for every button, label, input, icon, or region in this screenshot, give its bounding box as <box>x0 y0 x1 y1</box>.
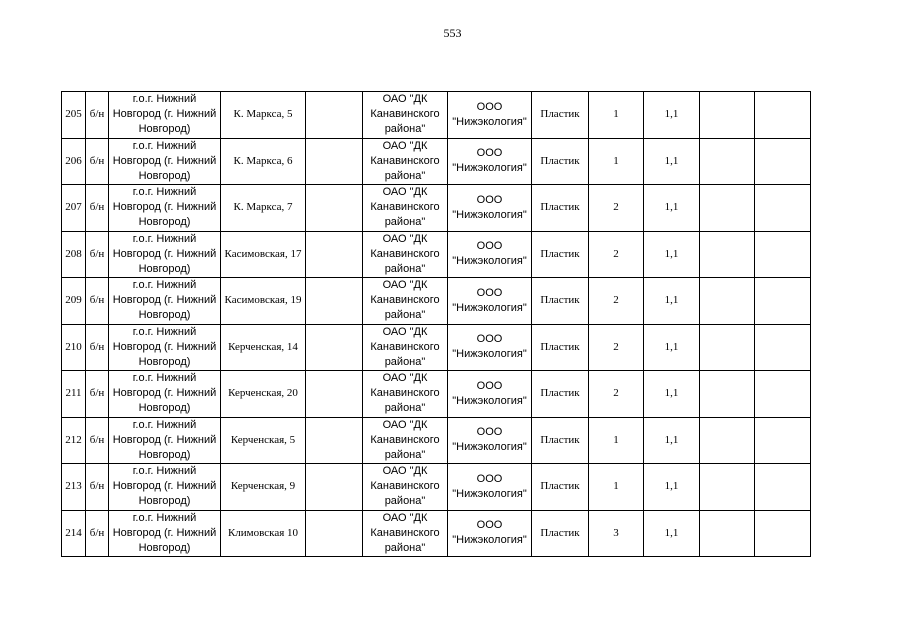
operator-cell <box>448 324 532 371</box>
material-cell-text: Пластик <box>540 387 580 400</box>
table-row <box>62 510 811 557</box>
address-cell <box>221 231 306 278</box>
municipality-cell <box>109 371 221 418</box>
material-cell <box>532 510 589 557</box>
container-volume-cell-text: 1,1 <box>664 526 679 539</box>
container-count-cell <box>589 138 644 185</box>
row-number-cell <box>62 231 86 278</box>
registration-number-cell-text: б/н <box>89 247 105 260</box>
owner-cell <box>363 371 448 418</box>
row-number-cell-text: 206 <box>65 154 82 167</box>
registration-number-cell <box>86 371 109 418</box>
container-volume-cell-text: 1,1 <box>664 154 679 167</box>
operator-cell-text: ООО "Нижэкология" <box>452 100 527 128</box>
coordinates-cell <box>306 417 363 464</box>
container-volume-cell-text: 1,1 <box>664 480 679 493</box>
operator-cell <box>448 371 532 418</box>
table-row <box>62 92 811 139</box>
operator-cell-text: ООО "Нижэкология" <box>452 379 527 407</box>
row-number-cell-text: 208 <box>65 247 82 260</box>
operator-cell <box>448 92 532 139</box>
registration-number-cell-text: б/н <box>89 201 105 214</box>
address-cell-text: Керченская, 20 <box>228 387 298 400</box>
container-count-cell-text: 3 <box>613 526 619 539</box>
row-number-cell-text: 210 <box>65 340 82 353</box>
municipality-cell <box>109 510 221 557</box>
row-number-cell-text: 214 <box>65 526 82 539</box>
address-cell-text: Керченская, 14 <box>228 340 298 353</box>
container-count-cell <box>589 185 644 232</box>
owner-cell-text: ОАО "ДК Канавинского района" <box>370 186 440 229</box>
material-cell <box>532 138 589 185</box>
extra-cell-1 <box>700 185 755 232</box>
address-cell-text: К. Маркса, 6 <box>233 154 293 167</box>
municipality-cell-text: г.о.г. Нижний Новгород (г. Нижний Новгород) <box>112 93 217 136</box>
coordinates-cell <box>306 138 363 185</box>
registration-number-cell-text: б/н <box>89 480 105 493</box>
row-number-cell <box>62 185 86 232</box>
row-number-cell-text: 211 <box>65 387 82 400</box>
row-number-cell-text: 212 <box>65 433 82 446</box>
page-number: 553 <box>443 26 462 40</box>
registration-number-cell-text: б/н <box>89 340 105 353</box>
municipality-cell-text: г.о.г. Нижний Новгород (г. Нижний Новгород) <box>112 139 217 182</box>
material-cell-text: Пластик <box>540 108 580 121</box>
container-volume-cell <box>644 371 700 418</box>
owner-cell <box>363 92 448 139</box>
table-body <box>62 92 811 557</box>
municipality-cell <box>109 278 221 325</box>
operator-cell-text: ООО "Нижэкология" <box>452 286 527 314</box>
registration-number-cell <box>86 510 109 557</box>
container-volume-cell <box>644 464 700 511</box>
address-cell-text: Касимовская, 17 <box>224 247 302 260</box>
municipality-cell-text: г.о.г. Нижний Новгород (г. Нижний Новгород) <box>112 325 217 368</box>
owner-cell-text: ОАО "ДК Канавинского района" <box>370 93 440 136</box>
container-volume-cell-text: 1,1 <box>664 247 679 260</box>
owner-cell <box>363 185 448 232</box>
container-count-cell-text: 2 <box>613 294 619 307</box>
address-cell <box>221 417 306 464</box>
operator-cell <box>448 464 532 511</box>
extra-cell-2 <box>755 278 811 325</box>
container-count-cell <box>589 464 644 511</box>
container-volume-cell <box>644 417 700 464</box>
extra-cell-2 <box>755 92 811 139</box>
row-number-cell <box>62 278 86 325</box>
owner-cell-text: ОАО "ДК Канавинского района" <box>370 465 440 508</box>
registration-number-cell <box>86 92 109 139</box>
owner-cell <box>363 231 448 278</box>
container-count-cell <box>589 417 644 464</box>
material-cell-text: Пластик <box>540 340 580 353</box>
container-volume-cell-text: 1,1 <box>664 433 679 446</box>
operator-cell <box>448 510 532 557</box>
municipality-cell <box>109 464 221 511</box>
row-number-cell <box>62 324 86 371</box>
municipality-cell-text: г.о.г. Нижний Новгород (г. Нижний Новгород) <box>112 279 217 322</box>
operator-cell-text: ООО "Нижэкология" <box>452 472 527 500</box>
registration-number-cell-text: б/н <box>89 526 105 539</box>
address-cell <box>221 138 306 185</box>
address-cell-text: К. Маркса, 7 <box>233 201 293 214</box>
municipality-cell-text: г.о.г. Нижний Новгород (г. Нижний Новгород) <box>112 465 217 508</box>
container-count-cell-text: 2 <box>613 387 619 400</box>
container-volume-cell <box>644 510 700 557</box>
container-volume-cell <box>644 92 700 139</box>
municipality-cell <box>109 92 221 139</box>
owner-cell <box>363 324 448 371</box>
container-count-cell-text: 1 <box>613 433 619 446</box>
extra-cell-1 <box>700 371 755 418</box>
extra-cell-1 <box>700 510 755 557</box>
container-count-cell-text: 2 <box>613 340 619 353</box>
coordinates-cell <box>306 231 363 278</box>
registration-number-cell <box>86 417 109 464</box>
material-cell <box>532 92 589 139</box>
row-number-cell <box>62 92 86 139</box>
extra-cell-2 <box>755 464 811 511</box>
container-volume-cell <box>644 138 700 185</box>
container-count-cell-text: 1 <box>613 108 619 121</box>
registration-number-cell-text: б/н <box>89 108 105 121</box>
operator-cell-text: ООО "Нижэкология" <box>452 240 527 268</box>
owner-cell <box>363 417 448 464</box>
row-number-cell-text: 209 <box>65 294 82 307</box>
owner-cell <box>363 464 448 511</box>
extra-cell-1 <box>700 278 755 325</box>
container-volume-cell <box>644 324 700 371</box>
operator-cell-text: ООО "Нижэкология" <box>452 193 527 221</box>
operator-cell <box>448 185 532 232</box>
container-count-cell-text: 2 <box>613 201 619 214</box>
registration-number-cell-text: б/н <box>89 433 105 446</box>
owner-cell-text: ОАО "ДК Канавинского района" <box>370 511 440 554</box>
container-count-cell <box>589 324 644 371</box>
extra-cell-2 <box>755 417 811 464</box>
registration-number-cell <box>86 138 109 185</box>
extra-cell-1 <box>700 231 755 278</box>
container-volume-cell-text: 1,1 <box>664 294 679 307</box>
owner-cell-text: ОАО "ДК Канавинского района" <box>370 232 440 275</box>
address-cell <box>221 324 306 371</box>
table-row <box>62 464 811 511</box>
extra-cell-2 <box>755 231 811 278</box>
row-number-cell <box>62 138 86 185</box>
row-number-cell <box>62 464 86 511</box>
container-sites-table <box>61 91 811 557</box>
extra-cell-1 <box>700 138 755 185</box>
operator-cell-text: ООО "Нижэкология" <box>452 426 527 454</box>
container-volume-cell-text: 1,1 <box>664 108 679 121</box>
owner-cell-text: ОАО "ДК Канавинского района" <box>370 139 440 182</box>
coordinates-cell <box>306 185 363 232</box>
owner-cell-text: ОАО "ДК Канавинского района" <box>370 325 440 368</box>
registration-number-cell <box>86 278 109 325</box>
table-row <box>62 371 811 418</box>
extra-cell-2 <box>755 138 811 185</box>
extra-cell-1 <box>700 324 755 371</box>
material-cell <box>532 324 589 371</box>
table-row <box>62 138 811 185</box>
address-cell <box>221 371 306 418</box>
row-number-cell <box>62 417 86 464</box>
container-count-cell-text: 1 <box>613 480 619 493</box>
address-cell <box>221 464 306 511</box>
municipality-cell <box>109 231 221 278</box>
extra-cell-2 <box>755 510 811 557</box>
container-volume-cell-text: 1,1 <box>664 340 679 353</box>
material-cell-text: Пластик <box>540 526 580 539</box>
coordinates-cell <box>306 324 363 371</box>
registration-number-cell <box>86 324 109 371</box>
registration-number-cell-text: б/н <box>89 387 105 400</box>
owner-cell-text: ОАО "ДК Канавинского района" <box>370 418 440 461</box>
container-volume-cell <box>644 185 700 232</box>
material-cell-text: Пластик <box>540 247 580 260</box>
extra-cell-1 <box>700 417 755 464</box>
municipality-cell-text: г.о.г. Нижний Новгород (г. Нижний Новгород) <box>112 372 217 415</box>
registration-number-cell-text: б/н <box>89 154 105 167</box>
municipality-cell <box>109 324 221 371</box>
address-cell-text: Керченская, 5 <box>230 433 296 446</box>
operator-cell <box>448 278 532 325</box>
extra-cell-2 <box>755 371 811 418</box>
container-count-cell-text: 2 <box>613 247 619 260</box>
coordinates-cell <box>306 510 363 557</box>
operator-cell <box>448 138 532 185</box>
coordinates-cell <box>306 464 363 511</box>
operator-cell-text: ООО "Нижэкология" <box>452 147 527 175</box>
material-cell <box>532 185 589 232</box>
extra-cell-1 <box>700 92 755 139</box>
material-cell-text: Пластик <box>540 294 580 307</box>
owner-cell <box>363 278 448 325</box>
extra-cell-2 <box>755 324 811 371</box>
container-volume-cell-text: 1,1 <box>664 201 679 214</box>
municipality-cell <box>109 185 221 232</box>
address-cell <box>221 278 306 325</box>
row-number-cell-text: 207 <box>65 201 82 214</box>
container-count-cell <box>589 92 644 139</box>
operator-cell-text: ООО "Нижэкология" <box>452 333 527 361</box>
extra-cell-2 <box>755 185 811 232</box>
container-volume-cell <box>644 231 700 278</box>
municipality-cell <box>109 417 221 464</box>
container-count-cell <box>589 371 644 418</box>
table-row <box>62 324 811 371</box>
address-cell-text: Керченская, 9 <box>230 480 296 493</box>
owner-cell-text: ОАО "ДК Канавинского района" <box>370 372 440 415</box>
address-cell <box>221 185 306 232</box>
container-count-cell <box>589 231 644 278</box>
address-cell <box>221 510 306 557</box>
row-number-cell <box>62 510 86 557</box>
registration-number-cell <box>86 185 109 232</box>
municipality-cell-text: г.о.г. Нижний Новгород (г. Нижний Новгород) <box>112 232 217 275</box>
extra-cell-1 <box>700 464 755 511</box>
container-count-cell-text: 1 <box>613 154 619 167</box>
row-number-cell-text: 213 <box>65 480 82 493</box>
container-volume-cell <box>644 278 700 325</box>
coordinates-cell <box>306 371 363 418</box>
municipality-cell-text: г.о.г. Нижний Новгород (г. Нижний Новгород) <box>112 511 217 554</box>
municipality-cell-text: г.о.г. Нижний Новгород (г. Нижний Новгород) <box>112 418 217 461</box>
row-number-cell-text: 205 <box>65 108 82 121</box>
address-cell-text: К. Маркса, 5 <box>233 108 293 121</box>
material-cell <box>532 371 589 418</box>
coordinates-cell <box>306 92 363 139</box>
operator-cell <box>448 231 532 278</box>
material-cell <box>532 231 589 278</box>
container-count-cell <box>589 278 644 325</box>
material-cell-text: Пластик <box>540 433 580 446</box>
owner-cell <box>363 138 448 185</box>
material-cell <box>532 417 589 464</box>
registration-number-cell-text: б/н <box>89 294 105 307</box>
container-count-cell <box>589 510 644 557</box>
operator-cell <box>448 417 532 464</box>
owner-cell-text: ОАО "ДК Канавинского района" <box>370 279 440 322</box>
address-cell-text: Климовская 10 <box>227 526 299 539</box>
operator-cell-text: ООО "Нижэкология" <box>452 519 527 547</box>
container-volume-cell-text: 1,1 <box>664 387 679 400</box>
coordinates-cell <box>306 278 363 325</box>
material-cell-text: Пластик <box>540 201 580 214</box>
table-row <box>62 185 811 232</box>
municipality-cell <box>109 138 221 185</box>
registration-number-cell <box>86 231 109 278</box>
registration-number-cell <box>86 464 109 511</box>
municipality-cell-text: г.о.г. Нижний Новгород (г. Нижний Новгород) <box>112 186 217 229</box>
address-cell <box>221 92 306 139</box>
material-cell <box>532 278 589 325</box>
table-row <box>62 278 811 325</box>
table-row <box>62 231 811 278</box>
address-cell-text: Касимовская, 19 <box>224 294 302 307</box>
table-row <box>62 417 811 464</box>
material-cell-text: Пластик <box>540 154 580 167</box>
material-cell <box>532 464 589 511</box>
row-number-cell <box>62 371 86 418</box>
owner-cell <box>363 510 448 557</box>
material-cell-text: Пластик <box>540 480 580 493</box>
